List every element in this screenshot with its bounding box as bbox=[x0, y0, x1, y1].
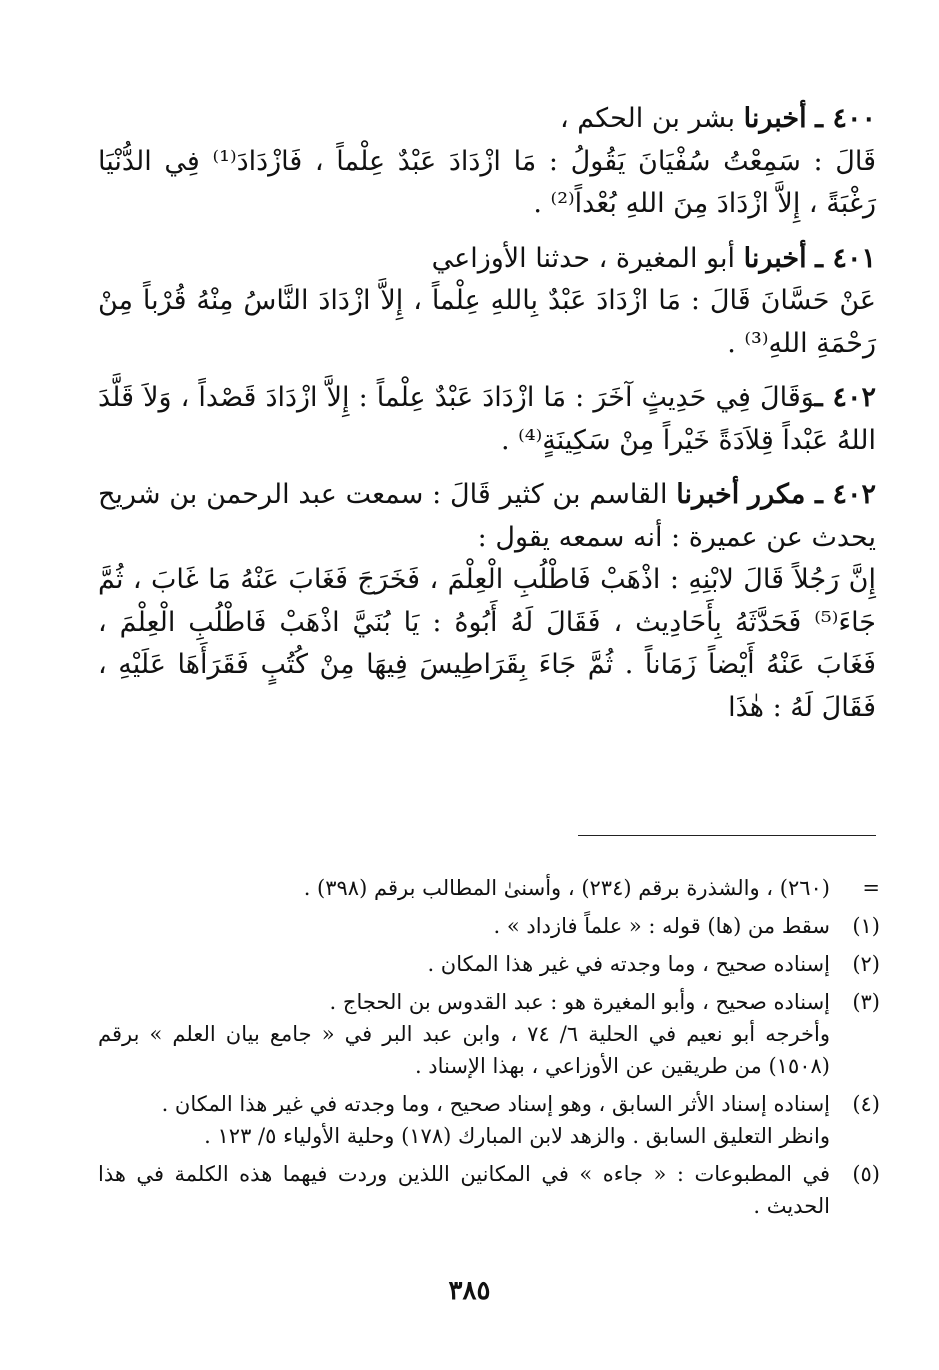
footnote-continuation: وأخرجه أبو نعيم في الحلية ٦/ ٧٤ ، وابن عبد البر في « جامع بيان العلم » برقم (١٥٠٨) من طريقين عن الأوزاعي ، بهذا الإسناد . bbox=[98, 1022, 830, 1078]
hadith-401 bbox=[98, 238, 876, 366]
main-text bbox=[98, 98, 876, 729]
footnote-marker: = bbox=[862, 876, 880, 900]
footnote-marker: (٣) bbox=[852, 990, 880, 1014]
hadith-number: ٤٠٢ ـ bbox=[814, 382, 877, 413]
footnote-marker: (٢) bbox=[852, 952, 880, 976]
footnote-marker: (٥) bbox=[852, 1162, 880, 1186]
footnote-line: إسناده صحيح ، وأبو المغيرة هو : عبد القدوس بن الحجاج . bbox=[329, 990, 830, 1014]
hadith-isnad bbox=[98, 238, 876, 281]
isnad-text: أبو المغيرة ، حدثنا الأوزاعي bbox=[431, 242, 744, 274]
hadith-402 bbox=[98, 377, 876, 462]
footnotes bbox=[98, 872, 880, 1228]
footnote-text: في المطبوعات : « جاءه » في المكانين اللذين وردت فيهما هذه الكلمة في هذا الحديث . bbox=[98, 1162, 830, 1218]
footnote-4 bbox=[98, 1088, 880, 1152]
footnote-3 bbox=[98, 986, 880, 1082]
page-number: ٣٨٥ bbox=[448, 1276, 491, 1306]
hadith-text: قَالَ : سَمِعْتُ سُفْيَانَ يَقُولُ : مَا ازْدَادَ عَبْدٌ عِلْماً ، فَازْدَادَ⁽¹⁾ فِي الدُّنْيَا رَغْبَةً ، إِلاَّ ازْدَادَ مِنَ اللهِ بُعْداً⁽²⁾ . bbox=[98, 145, 876, 219]
footnote-continued bbox=[98, 872, 880, 904]
hadith-text: وَقَالَ فِي حَدِيثٍ آخَرَ : مَا ازْدَادَ عَبْدٌ عِلْماً : إِلاَّ ازْدَادَ قَصْداً ، وَلاَ قَلَّدَ اللهُ عَبْداً قِلاَدَةً خَيْراً مِنْ سَكِينَةٍ⁽⁴⁾ . bbox=[98, 382, 876, 456]
footnote-text: (٢٦٠) ، والشذرة برقم (٢٣٤) ، وأسنىٰ المطالب برقم (٣٩٨) . bbox=[303, 876, 830, 900]
hadith-402-repeat bbox=[98, 474, 876, 729]
isnad-ref: أخبرنا bbox=[676, 479, 740, 510]
footnote-text: إسناده صحيح ، وما وجدته في غير هذا المكان . bbox=[427, 952, 830, 976]
footnote-5 bbox=[98, 1158, 880, 1222]
hadith-number: ٤٠١ ـ bbox=[815, 242, 876, 274]
isnad-text: القاسم بن كثير قَالَ : سمعت عبد الرحمن بن شريح يحدث عن عميرة : أنه سمعه يقول : bbox=[98, 479, 876, 553]
isnad-ref: أخبرنا bbox=[743, 103, 807, 134]
hadith-isnad bbox=[98, 474, 876, 559]
footnote-continuation: وانظر التعليق السابق . والزهد لابن المبارك (١٧٨) وحلية الأولياء ٥/ ١٢٣ . bbox=[204, 1124, 830, 1148]
hadith-number: ٤٠٢ ـ مكرر bbox=[748, 479, 876, 510]
footnote-text bbox=[98, 1088, 830, 1152]
isnad-text: بشر بن الحكم ، bbox=[559, 103, 744, 134]
footnote-2 bbox=[98, 948, 880, 980]
hadith-400 bbox=[98, 98, 876, 226]
footnote-text: سقط من (ها) قوله : « علماً فازداد » . bbox=[493, 914, 830, 938]
hadith-isnad bbox=[98, 98, 876, 141]
hadith-text-line bbox=[98, 377, 876, 462]
footnote-line: إسناده إسناد الأثر السابق ، وهو إسناد صحيح ، وما وجدته في غير هذا المكان . bbox=[161, 1092, 830, 1116]
hadith-text: عَنْ حَسَّانَ قَالَ : مَا ازْدَادَ عَبْدٌ بِاللهِ عِلْماً ، إِلاَّ ازْدَادَ النَّاسُ مِنْهُ قُرْباً مِنْ رَحْمَةِ اللهِ⁽³⁾ . bbox=[98, 285, 876, 359]
hadith-number: ٤٠٠ ـ bbox=[815, 103, 876, 134]
footnote-separator bbox=[578, 835, 876, 836]
footnote-text bbox=[98, 986, 830, 1082]
footnote-1 bbox=[98, 910, 880, 942]
isnad-ref: أخبرنا bbox=[743, 242, 807, 274]
footnote-marker: (١) bbox=[852, 914, 880, 938]
footnote-marker: (٤) bbox=[852, 1092, 880, 1116]
hadith-text: إِنَّ رَجُلاً قَالَ لابْنِهِ : اذْهَبْ فَاطْلُبِ الْعِلْمَ ، فَخَرَجَ فَغَابَ عَنْهُ مَا غَابَ ، ثُمَّ جَاءَ⁽⁵⁾ فَحَدَّثَهُ بِأَحَادِيث ، فَقَالَ لَهُ أَبُوهُ : يَا بُنَيَّ اذْهَبْ فَاطْلُبِ الْعِلْمَ ، فَغَابَ عَنْهُ أَيْضاً زَمَاناً . ثُمَّ جَاءَ بِقَرَاطِيسَ فِيهَا مِنْ كُتُبٍ فَقَرَأَهَا عَلَيْهِ ، فَقَالَ لَهُ : هٰذَا bbox=[98, 564, 876, 723]
